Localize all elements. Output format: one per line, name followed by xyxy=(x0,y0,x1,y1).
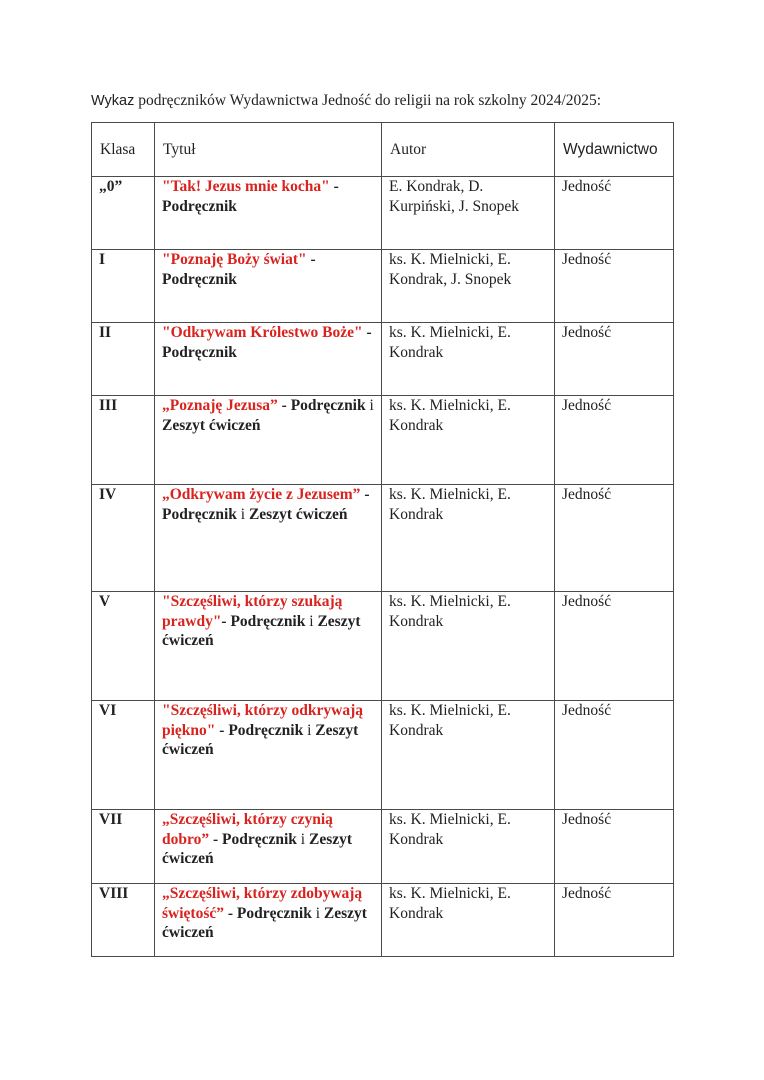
title-main: "Szczęśliwi, którzy odkrywają piękno" xyxy=(162,702,364,739)
cell-tytul xyxy=(155,701,382,810)
cell-wydawnictwo: Jedność xyxy=(555,701,674,810)
heading-text: podręczników Wydawnictwa Jedność do religii na rok szkolny 2024/2025: xyxy=(134,92,602,109)
header-klasa: Klasa xyxy=(92,123,155,177)
title-workbook: Zeszyt ćwiczeń xyxy=(162,904,367,941)
cell-autor: ks. K. Mielnicki, E. Kondrak, J. Snopek xyxy=(382,250,555,323)
title-connector: i xyxy=(296,830,306,848)
cell-klasa: VII xyxy=(92,810,155,884)
header-wydawnictwo: Wydawnictwo xyxy=(555,123,674,177)
cell-wydawnictwo: Jedność xyxy=(555,177,674,250)
title-main: „Szczęśliwi, którzy zdobywają świętość” xyxy=(162,885,363,922)
cell-klasa: „0” xyxy=(92,177,155,250)
cell-autor: ks. K. Mielnicki, E. Kondrak xyxy=(382,810,555,884)
cell-wydawnictwo: Jedność xyxy=(555,323,674,396)
cell-wydawnictwo: Jedność xyxy=(555,250,674,323)
cell-wydawnictwo: Jedność xyxy=(555,884,674,957)
title-connector: i xyxy=(311,904,321,922)
title-workbook: Zeszyt ćwiczeń xyxy=(245,505,348,523)
title-main: „Odkrywam życie z Jezusem” xyxy=(162,486,361,503)
cell-autor: ks. K. Mielnicki, E. Kondrak xyxy=(382,396,555,485)
cell-autor: E. Kondrak, D. Kurpiński, J. Snopek xyxy=(382,177,555,250)
table-row xyxy=(92,810,674,884)
title-type: - Podręcznik xyxy=(162,178,339,215)
textbook-table xyxy=(91,122,674,957)
cell-klasa: VIII xyxy=(92,884,155,957)
cell-klasa: I xyxy=(92,250,155,323)
cell-autor: ks. K. Mielnicki, E. Kondrak xyxy=(382,323,555,396)
header-tytul: Tytuł xyxy=(155,123,382,177)
cell-klasa: II xyxy=(92,323,155,396)
heading-first-word: Wykaz xyxy=(91,93,135,109)
cell-tytul xyxy=(155,396,382,485)
title-type: - Podręcznik xyxy=(162,251,316,288)
title-workbook: Zeszyt ćwiczeń xyxy=(162,830,353,867)
cell-autor: ks. K. Mielnicki, E. Kondrak xyxy=(382,884,555,957)
cell-klasa: IV xyxy=(92,485,155,592)
title-connector: i xyxy=(365,397,374,414)
table-row xyxy=(92,396,674,485)
title-type: - Podręcznik xyxy=(162,324,372,361)
cell-klasa: V xyxy=(92,592,155,701)
title-type: - Podręcznik xyxy=(209,830,297,848)
cell-tytul xyxy=(155,485,382,592)
cell-wydawnictwo: Jedność xyxy=(555,396,674,485)
table-row xyxy=(92,701,674,810)
header-row xyxy=(92,123,674,177)
title-main: "Tak! Jezus mnie kocha" xyxy=(162,178,330,195)
header-autor: Autor xyxy=(382,123,555,177)
table-row xyxy=(92,323,674,396)
cell-tytul xyxy=(155,592,382,701)
cell-wydawnictwo: Jedność xyxy=(555,485,674,592)
cell-autor: ks. K. Mielnicki, E. Kondrak xyxy=(382,701,555,810)
table-row xyxy=(92,250,674,323)
cell-wydawnictwo: Jedność xyxy=(555,592,674,701)
title-connector: i xyxy=(236,505,246,523)
title-type: - Podręcznik xyxy=(215,721,304,739)
title-workbook: Zeszyt ćwiczeń xyxy=(162,612,361,649)
cell-tytul xyxy=(155,177,382,250)
title-type: - Podręcznik xyxy=(277,397,366,414)
cell-autor: ks. K. Mielnicki, E. Kondrak xyxy=(382,592,555,701)
cell-tytul xyxy=(155,250,382,323)
cell-autor: ks. K. Mielnicki, E. Kondrak xyxy=(382,485,555,592)
title-main: „Szczęśliwi, którzy czynią dobro” xyxy=(162,811,333,848)
table-row xyxy=(92,177,674,250)
title-main: "Poznaję Boży świat" xyxy=(162,251,307,268)
cell-tytul xyxy=(155,884,382,957)
title-type: - Podręcznik xyxy=(221,612,306,630)
table-row xyxy=(92,592,674,701)
title-main: „Poznaję Jezusa” xyxy=(162,397,278,414)
cell-klasa: VI xyxy=(92,701,155,810)
cell-klasa: III xyxy=(92,396,155,485)
title-workbook: Zeszyt ćwiczeń xyxy=(162,416,261,434)
title-type: - Podręcznik xyxy=(162,486,370,523)
title-connector: i xyxy=(303,721,312,739)
table-row xyxy=(92,485,674,592)
title-workbook: Zeszyt ćwiczeń xyxy=(162,721,359,758)
title-connector: i xyxy=(305,612,314,630)
document-heading xyxy=(91,92,601,110)
cell-tytul xyxy=(155,810,382,884)
title-main: "Odkrywam Królestwo Boże" xyxy=(162,324,363,341)
title-main: "Szczęśliwi, którzy szukają prawdy" xyxy=(162,593,343,630)
table-row xyxy=(92,884,674,957)
title-type: - Podręcznik xyxy=(224,904,312,922)
cell-tytul xyxy=(155,323,382,396)
cell-wydawnictwo: Jedność xyxy=(555,810,674,884)
textbook-table-body xyxy=(92,123,674,957)
